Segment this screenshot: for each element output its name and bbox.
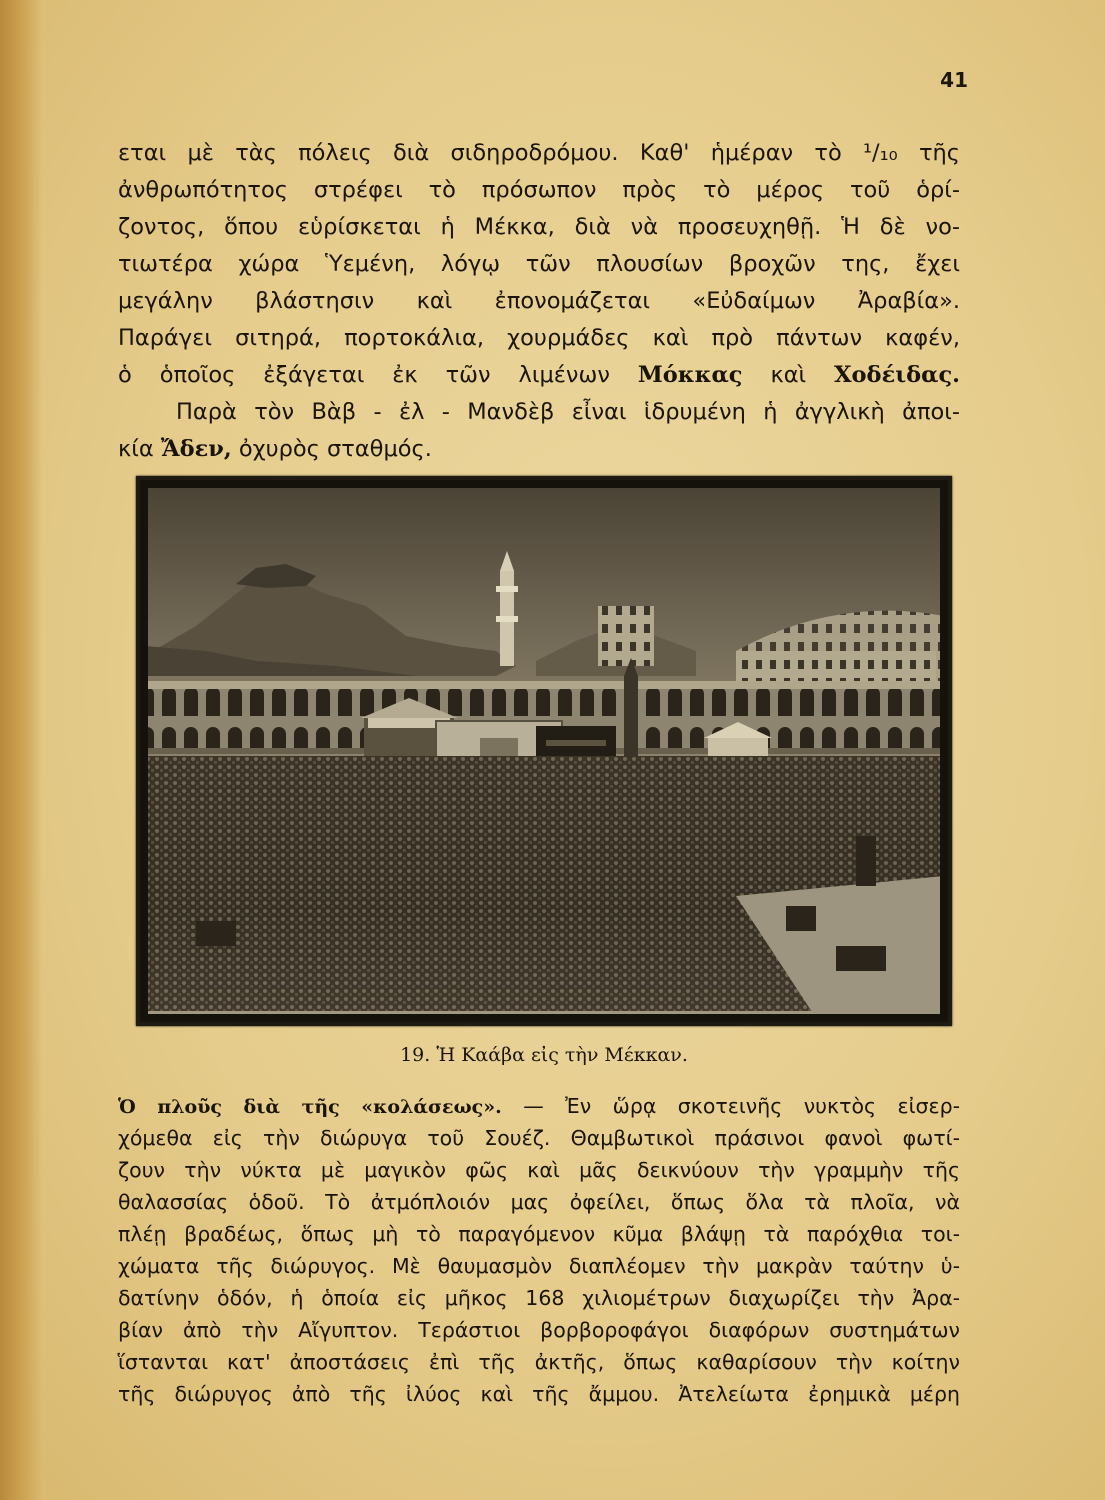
- text-line: τιωτέρα χώρα Ὑεμένη, λόγῳ τῶν πλουσίων βροχῶν της, ἔχει: [118, 251, 960, 277]
- paragraph-suez: [118, 1090, 960, 1410]
- text-span: κία: [118, 436, 161, 462]
- text-line: ἵστανται κατ' ἀποστάσεις ἐπὶ τῆς ἀκτῆς, ὅπως καθαρίσουν τὴν κοίτην: [118, 1350, 960, 1374]
- place-name-aden: Ἄδεν,: [160, 436, 232, 462]
- text-line: τῆς διώρυγος ἀπὸ τῆς ἰλύος καὶ τῆς ἄμμου. Ἀτελείωτα ἐρημικὰ μέρη: [118, 1382, 960, 1406]
- text-span: ὁ ὁποῖος ἐξάγεται ἐκ τῶν λιμένων: [118, 362, 638, 388]
- text-line: [118, 431, 960, 468]
- text-line: θαλασσίας ὁδοῦ. Τὸ ἀτμόπλοιόν μας ὀφείλει, ὅπως ὅλα τὰ πλοῖα, νὰ: [118, 1190, 960, 1214]
- paragraph-arabia: [118, 135, 960, 468]
- text-line: βίαν ἀπὸ τὴν Αἴγυπτον. Τεράστιοι βορβοροφάγοι διαφόρων συστημάτων: [118, 1318, 960, 1342]
- figure-caption: 19. Ἡ Καάβα εἰς τὴν Μέκκαν.: [400, 1044, 688, 1066]
- photo-image: [136, 476, 952, 1026]
- page-gutter: [0, 0, 42, 1500]
- text-span: καὶ: [742, 362, 835, 388]
- text-line: δατίνην ὁδόν, ἡ ὁποία εἰς μῆκος 168 χιλιομέτρων διαχωρίζει τὴν Ἀρα-: [118, 1286, 960, 1310]
- text-line: [118, 357, 960, 394]
- text-line: ζουν τὴν νύκτα μὲ μαγικὸν φῶς καὶ μᾶς δεικνύουν τὴν γραμμὴν τῆς: [118, 1158, 960, 1182]
- section-heading: Ὁ πλοῦς διὰ τῆς «κολάσεως».: [118, 1096, 502, 1118]
- text-line: ζοντος, ὅπου εὑρίσκεται ἡ Μέκκα, διὰ νὰ προσευχηθῇ. Ἡ δὲ νο-: [118, 214, 960, 240]
- text-line: εται μὲ τὰς πόλεις διὰ σιδηροδρόμου. Καθ' ἡμέραν τὸ ¹/₁₀ τῆς: [118, 140, 960, 166]
- text-line: ἀνθρωπότητος στρέφει τὸ πρόσωπον πρὸς τὸ μέρος τοῦ ὁρί-: [118, 177, 960, 203]
- text-span: ὀχυρὸς σταθμός.: [231, 436, 432, 462]
- kaaba-photograph: [136, 476, 952, 1026]
- text-span: — Ἐν ὥρᾳ σκοτεινῆς νυκτὸς εἰσερ-: [501, 1094, 960, 1118]
- place-name-mocha: Μόκκας: [637, 362, 743, 388]
- text-line: χώματα τῆς διώρυγος. Μὲ θαυμασμὸν διαπλέομεν τὴν μακρὰν ταύτην ὑ-: [118, 1254, 960, 1278]
- page-number: 41: [940, 68, 968, 92]
- text-line: Παράγει σιτηρά, πορτοκάλια, χουρμάδες καὶ πρὸ πάντων καφέν,: [118, 325, 960, 351]
- text-line: μεγάλην βλάστησιν καὶ ἐπονομάζεται «Εὐδαίμων Ἀραβία».: [118, 288, 960, 314]
- place-name-hodeida: Χοδέιδας.: [834, 362, 960, 388]
- text-line: [118, 1090, 960, 1122]
- text-line: πλέῃ βραδέως, ὅπως μὴ τὸ παραγόμενον κῦμα βλάψῃ τὰ παρόχθια τοι-: [118, 1222, 960, 1246]
- text-line: Παρὰ τὸν Βὰβ - ἐλ - Μανδὲβ εἶναι ἱδρυμένη ἡ ἀγγλικὴ ἀποι-: [176, 399, 960, 425]
- text-line: χόμεθα εἰς τὴν διώρυγα τοῦ Σουέζ. Θαμβωτικοὶ πράσινοι φανοὶ φωτί-: [118, 1126, 960, 1150]
